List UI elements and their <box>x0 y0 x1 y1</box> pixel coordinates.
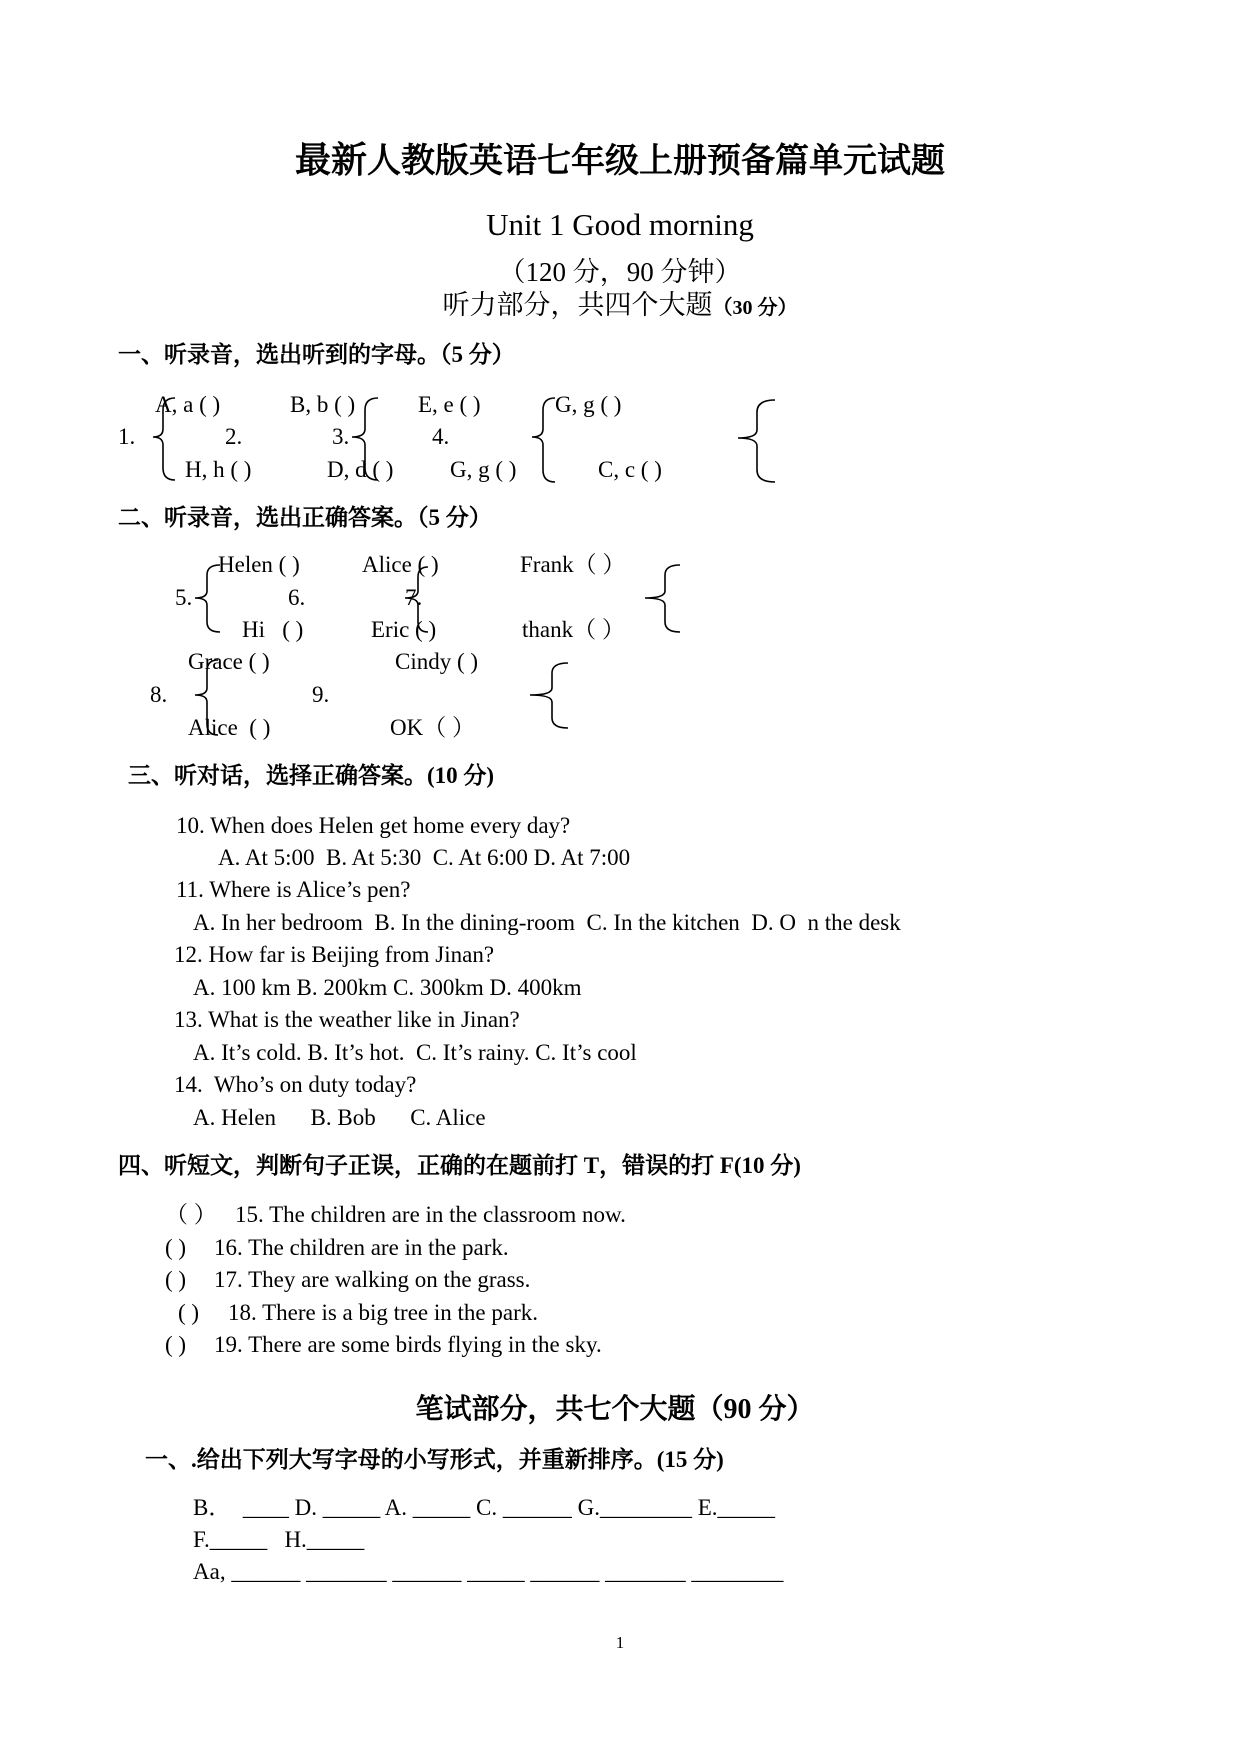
option-top: B, b ( ) <box>290 392 356 417</box>
brace <box>153 398 175 480</box>
section-heading-3: 三、听对话，选择正确答案。(10 分) <box>128 763 495 788</box>
title-emphasis: 最新 <box>294 140 367 180</box>
brace <box>645 565 680 632</box>
ordering-blanks-line: Aa, ______ _______ ______ _____ ______ _______ ________ <box>193 1559 784 1584</box>
section-heading-1: 一、听录音，选出听到的字母。（5 分） <box>118 342 515 367</box>
option-top: G, g ( ) <box>555 392 622 417</box>
brace <box>195 660 218 735</box>
brace <box>195 565 220 632</box>
options-14: A. Helen B. Bob C. Alice <box>193 1105 486 1130</box>
question-number: 2. <box>225 424 243 449</box>
question-10: 10. When does Helen get home every day? <box>176 813 571 838</box>
option-bottom: D, d ( ) <box>327 457 394 482</box>
question-number: 7. <box>405 585 423 610</box>
listening-header-score: （30 分） <box>712 297 798 319</box>
statement-19: 19. There are some birds flying in the sky. <box>214 1332 602 1357</box>
brace <box>352 398 378 480</box>
option-bottom: G, g ( ) <box>450 457 517 482</box>
writing-header: 笔试部分，共七个大题（90 分） <box>415 1394 815 1425</box>
question-number: 3. <box>332 424 350 449</box>
listening-header-text: 听力部分，共四个大题 <box>442 290 713 320</box>
answer-blank: （ ） <box>165 1202 217 1227</box>
brace <box>738 400 775 482</box>
writing-section-heading-1: 一、.给出下列大写字母的小写形式，并重新排序。(15 分) <box>145 1447 724 1472</box>
question-number: 1. <box>118 424 136 449</box>
question-number: 8. <box>150 682 168 707</box>
option-bottom: Alice ( ) <box>188 715 271 740</box>
answer-blank: ( ) <box>165 1235 187 1260</box>
question-13: 13. What is the weather like in Jinan? <box>174 1007 520 1032</box>
brace <box>530 663 568 728</box>
statement-15: 15. The children are in the classroom now. <box>235 1202 626 1227</box>
question-number: 4. <box>432 424 450 449</box>
option-top: Helen ( ) <box>218 552 300 577</box>
score-time: （120 分，90 分钟） <box>498 257 742 287</box>
options-12: A. 100 km B. 200km C. 300km D. 400km <box>193 975 582 1000</box>
unit-title: Unit 1 Good morning <box>486 207 754 242</box>
option-top: A, a ( ) <box>155 392 221 417</box>
question-12: 12. How far is Beijing from Jinan? <box>174 942 495 967</box>
brace <box>405 567 428 632</box>
section-heading-4: 四、听短文，判断句子正误，正确的在题前打 T，错误的打 F(10 分) <box>118 1153 801 1178</box>
question-number: 6. <box>288 585 306 610</box>
option-bottom: Hi ( ) <box>242 617 304 642</box>
statement-17: 17. They are walking on the grass. <box>214 1267 531 1292</box>
option-bottom: C, c ( ) <box>598 457 662 482</box>
option-top: Grace ( ) <box>188 649 270 674</box>
statement-18: 18. There is a big tree in the park. <box>228 1300 538 1325</box>
answer-blank: ( ) <box>178 1300 200 1325</box>
letter-blanks-line: F._____ H._____ <box>193 1527 365 1552</box>
brace <box>532 398 555 482</box>
statement-16: 16. The children are in the park. <box>214 1235 509 1260</box>
option-bottom: thank（ ） <box>522 617 625 642</box>
option-bottom: H, h ( ) <box>185 457 252 482</box>
options-13: A. It’s cold. B. It’s hot. C. It’s rainy. C. It’s cool <box>193 1040 637 1065</box>
answer-blank: ( ) <box>165 1267 187 1292</box>
question-number: 9. <box>312 682 330 707</box>
page-number: 1 <box>615 1633 625 1652</box>
answer-blank: ( ) <box>165 1332 187 1357</box>
option-top: Alice ( ) <box>362 552 439 577</box>
option-top: Cindy ( ) <box>395 649 479 674</box>
section-heading-2: 二、听录音，选出正确答案。（5 分） <box>118 505 492 530</box>
option-top: Frank（ ） <box>520 552 626 577</box>
options-11: A. In her bedroom B. In the dining-room C. In the kitchen D. O n the desk <box>193 910 901 935</box>
options-10: A. At 5:00 B. At 5:30 C. At 6:00 D. At 7:00 <box>218 845 631 870</box>
question-number: 5. <box>175 585 193 610</box>
option-bottom: Eric ( ) <box>371 617 437 642</box>
title-rest: 人教版英语七年级上册预备篇单元试题 <box>367 143 945 180</box>
option-top: E, e ( ) <box>418 392 481 417</box>
question-14: 14. Who’s on duty today? <box>174 1072 417 1097</box>
option-bottom: OK（ ） <box>390 715 475 740</box>
question-11: 11. Where is Alice’s pen? <box>176 877 411 902</box>
letter-blanks-line: B． ____ D. _____ A. _____ C. ______ G.________ E._____ <box>193 1495 776 1520</box>
